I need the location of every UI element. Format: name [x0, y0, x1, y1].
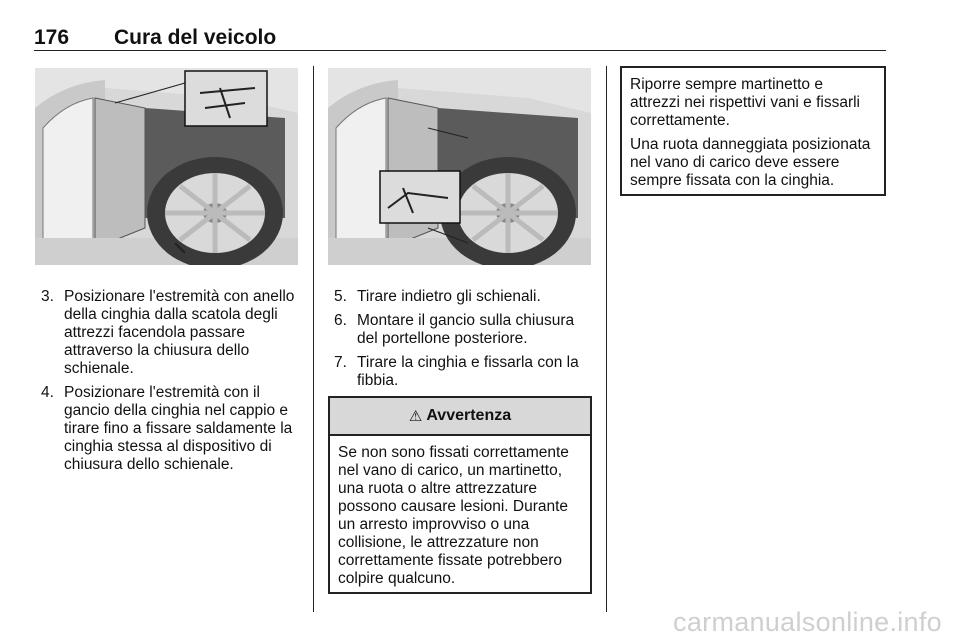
- cargo-strap-illustration-2: [328, 68, 591, 265]
- warning-header: [330, 398, 590, 436]
- list-item: [41, 288, 299, 378]
- info-paragraph: Una ruota danneggiata posizionata nel vano di carico deve essere sempre fissata con la cinghia.: [630, 136, 871, 189]
- left-steps-list: [41, 288, 299, 480]
- watermark: carmanualsonline.info: [673, 607, 942, 637]
- list-item: [334, 354, 592, 390]
- info-paragraph: Riporre sempre martinetto e attrezzi nei rispettivi vani e fissarli correttamente.: [630, 76, 860, 129]
- header-rule: [34, 50, 886, 51]
- column-divider-1: [313, 66, 314, 612]
- step-number: 7.: [334, 354, 347, 371]
- cargo-area-drawing-2: [328, 68, 591, 265]
- step-text: Tirare la cinghia e fissarla con la fibbia.: [357, 354, 579, 389]
- step-text: Posizionare l'estremità con anello della cinghia dalla scatola degli attrezzi facendola passare attraverso la chiusura dello schienale.: [64, 288, 295, 377]
- page-header: [34, 26, 886, 52]
- list-item: [334, 312, 592, 348]
- cargo-area-drawing: [35, 68, 298, 265]
- step-text: Posizionare l'estremità con il gancio della cinghia nel cappio e tirare fino a fissare saldamente la cinghia stessa al dispositivo di chiusura dello schienale.: [64, 384, 293, 473]
- warning-title: Avvertenza: [426, 407, 512, 424]
- chapter-title: Cura del veicolo: [114, 26, 277, 49]
- step-number: 4.: [41, 384, 54, 401]
- step-text: Tirare indietro gli schienali.: [357, 288, 541, 305]
- list-item: [41, 384, 299, 474]
- cargo-strap-illustration-1: [35, 68, 298, 265]
- step-number: 6.: [334, 312, 347, 329]
- step-text: Montare il gancio sulla chiusura del portellone posteriore.: [357, 312, 575, 347]
- list-item: [334, 288, 592, 306]
- middle-steps-list: [334, 288, 592, 396]
- info-box: [620, 66, 886, 196]
- column-divider-2: [606, 66, 607, 612]
- warning-triangle-icon: ⚠: [408, 408, 423, 425]
- warning-box: [328, 396, 592, 594]
- step-number: 3.: [41, 288, 54, 305]
- page-number: 176: [34, 26, 70, 49]
- warning-text: Se non sono fissati correttamente nel vano di carico, un martinetto, una ruota o altre attrezzature possono causare lesioni. Durante un arresto improvviso o una collisione, le attrezzature non correttamente fissate potrebbero colpire qualcuno.: [338, 444, 569, 587]
- step-number: 5.: [334, 288, 347, 305]
